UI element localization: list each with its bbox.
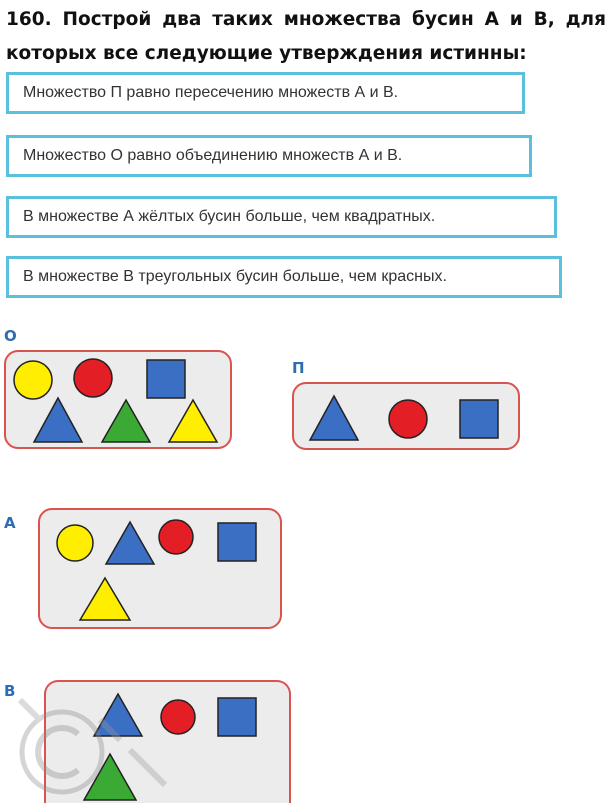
blue-square-icon <box>460 400 498 438</box>
red-circle-icon <box>161 700 195 734</box>
set-a-box <box>38 508 282 629</box>
set-b-label: В <box>4 682 16 700</box>
set-o-beads <box>11 356 225 444</box>
set-b-beads <box>52 688 282 805</box>
statement-union: Множество О равно объединению множеств А и В. <box>6 135 532 177</box>
set-p-beads <box>302 392 514 444</box>
blue-square-icon <box>147 360 185 398</box>
yellow-triangle-icon <box>169 400 217 442</box>
blue-triangle-icon <box>34 398 82 442</box>
task-number: 160. <box>6 9 52 30</box>
red-circle-icon <box>159 520 193 554</box>
blue-square-icon <box>218 698 256 736</box>
green-triangle-icon <box>102 400 150 442</box>
red-circle-icon <box>74 359 112 397</box>
task-question: Построй два таких множества бусин А и В, для которых все следующие утверждения истинны: <box>6 9 606 64</box>
set-o-box <box>4 350 232 449</box>
blue-square-icon <box>218 523 256 561</box>
yellow-circle-icon <box>14 361 52 399</box>
set-p-box <box>292 382 520 450</box>
task-text <box>6 3 606 71</box>
yellow-triangle-icon <box>80 578 130 620</box>
statement-intersection: Множество П равно пересечению множеств А и В. <box>6 72 525 114</box>
set-o-label: О <box>4 327 17 345</box>
blue-triangle-icon <box>94 694 142 736</box>
set-a-label: А <box>4 514 16 532</box>
yellow-circle-icon <box>57 525 93 561</box>
green-triangle-icon <box>84 754 136 800</box>
set-a-beads <box>50 516 276 624</box>
set-b-box <box>44 680 291 803</box>
blue-triangle-icon <box>106 522 154 564</box>
statement-set-a: В множестве А жёлтых бусин больше, чем квадратных. <box>6 196 557 238</box>
blue-triangle-icon <box>310 396 358 440</box>
statement-set-b: В множестве В треугольных бусин больше, чем красных. <box>6 256 562 298</box>
set-p-label: П <box>292 359 305 377</box>
red-circle-icon <box>389 400 427 438</box>
